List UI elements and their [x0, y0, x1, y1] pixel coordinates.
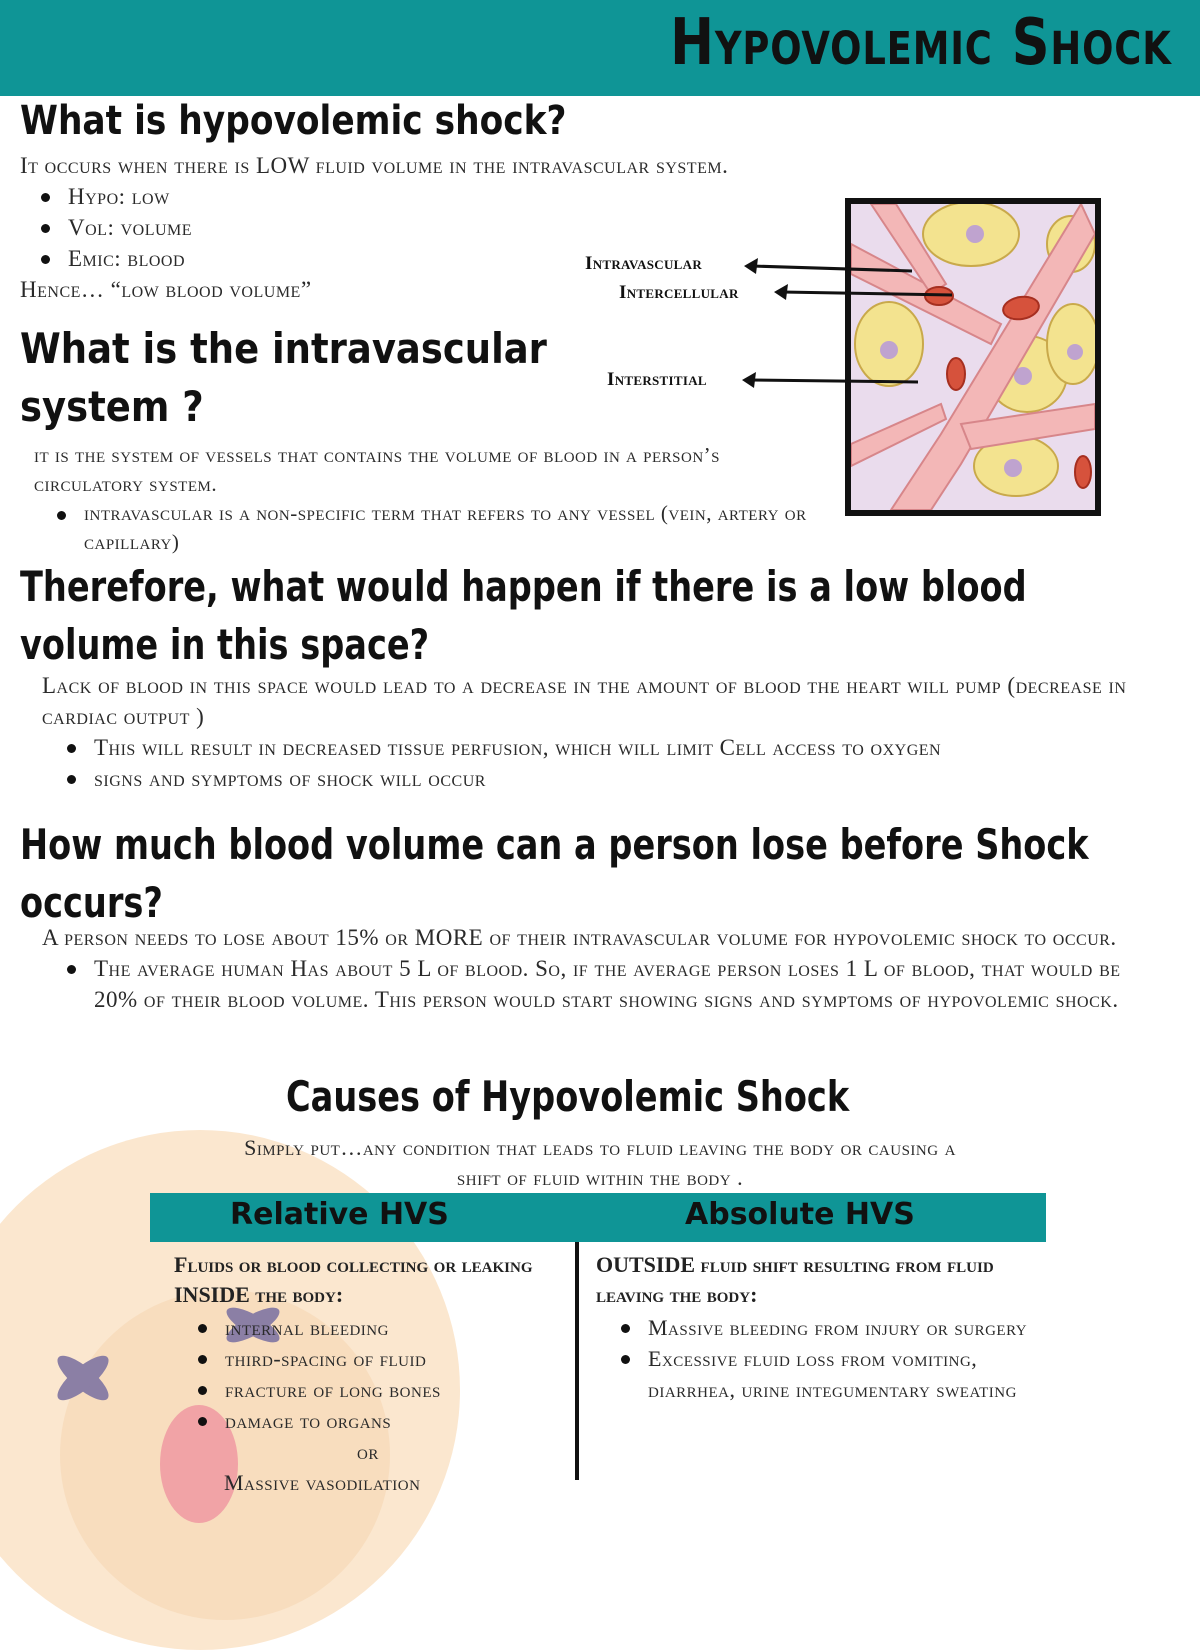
table-divider	[575, 1242, 579, 1480]
relative-last: Massive vasodilation	[224, 1470, 421, 1495]
causes-intro-line2: shift of fluid within the body .	[456, 1165, 744, 1190]
section1-conclusion: Hence… “low blood volume”	[20, 277, 312, 302]
section-heading-what-is: What is hypovolemic shock?	[20, 98, 567, 144]
section3-body	[42, 670, 1152, 794]
section2-intro: it is the system of vessels that contains the volume of blood in a person’s circulatory system.	[34, 443, 720, 496]
section-heading-intravascular: What is the intravascular	[20, 324, 547, 373]
list-item: The average human Has about 5 L of blood. So, if the average person loses 1 L of blood, that would be 20% of their blood volume. This person would start showing signs and symptoms of hypovolemic shock.	[94, 953, 1162, 1015]
section4-list	[94, 953, 1162, 1015]
list-item: Excessive fluid loss from vomiting, diarrhea, urine integumentary sweating	[648, 1343, 1028, 1405]
section1-intro: It occurs when there is LOW fluid volume in the intravascular system.	[20, 153, 729, 178]
section3-list	[94, 732, 1152, 794]
section-heading-how-much: How much blood volume can a person lose before Shock	[20, 820, 1089, 869]
section-heading-therefore: Therefore, what would happen if there is a low blood	[20, 562, 1027, 611]
absolute-list	[648, 1312, 1028, 1405]
column-header-absolute: Absolute HVS	[685, 1197, 915, 1232]
label-intravascular: Intravascular	[585, 253, 703, 274]
absolute-lead: OUTSIDE fluid shift resulting from fluid leaving the body:	[596, 1252, 994, 1307]
section4-body	[42, 922, 1162, 1015]
section-heading-how-much-line2: occurs?	[20, 878, 163, 927]
section4-intro: A person needs to lose about 15% or MORE of their intravascular volume for hypovolemic shock to occur.	[42, 925, 1117, 950]
list-item: Emic: blood	[68, 243, 1020, 274]
list-item: signs and symptoms of shock will occur	[94, 763, 1152, 794]
section2-body	[34, 441, 824, 557]
relative-lead: Fluids or blood collecting or leaking INSIDE the body:	[174, 1252, 533, 1307]
causes-intro	[20, 1133, 1180, 1193]
page-title: Hypovolemic Shock	[670, 6, 1172, 80]
label-interstitial: Interstitial	[607, 369, 707, 390]
decorative-x-shape	[48, 1343, 118, 1413]
list-item: This will result in decreased tissue perfusion, which will limit Cell access to oxygen	[94, 732, 1152, 763]
column-header-relative: Relative HVS	[230, 1197, 449, 1232]
list-item: Massive bleeding from injury or surgery	[648, 1312, 1028, 1343]
relative-list	[225, 1312, 574, 1436]
list-item: Vol: volume	[68, 212, 1020, 243]
list-item: fracture of long bones	[225, 1374, 574, 1405]
causes-table-header	[150, 1193, 1046, 1242]
causes-intro-line1: Simply put…any condition that leads to fluid leaving the body or causing a	[244, 1135, 956, 1160]
absolute-column	[596, 1250, 1046, 1405]
list-item: damage to organs	[225, 1405, 574, 1436]
label-intercellular: Intercellular	[619, 282, 739, 303]
relative-column	[174, 1250, 574, 1498]
relative-or: or	[357, 1439, 379, 1464]
section-heading-therefore-line2: volume in this space?	[20, 620, 430, 669]
section3-intro: Lack of blood in this space would lead to a decrease in the amount of blood the heart will pump (decrease in cardiac output )	[42, 673, 1127, 729]
causes-heading: Causes of Hypovolemic Shock	[286, 1072, 850, 1121]
list-item: internal bleeding	[225, 1312, 574, 1343]
section2-list	[84, 499, 824, 557]
list-item: Hypo: low	[68, 181, 1020, 212]
section-heading-intravascular-line2: system ?	[20, 382, 204, 431]
list-item: intravascular is a non-specific term that refers to any vessel (vein, artery or capillary)	[84, 499, 824, 557]
list-item: third-spacing of fluid	[225, 1343, 574, 1374]
